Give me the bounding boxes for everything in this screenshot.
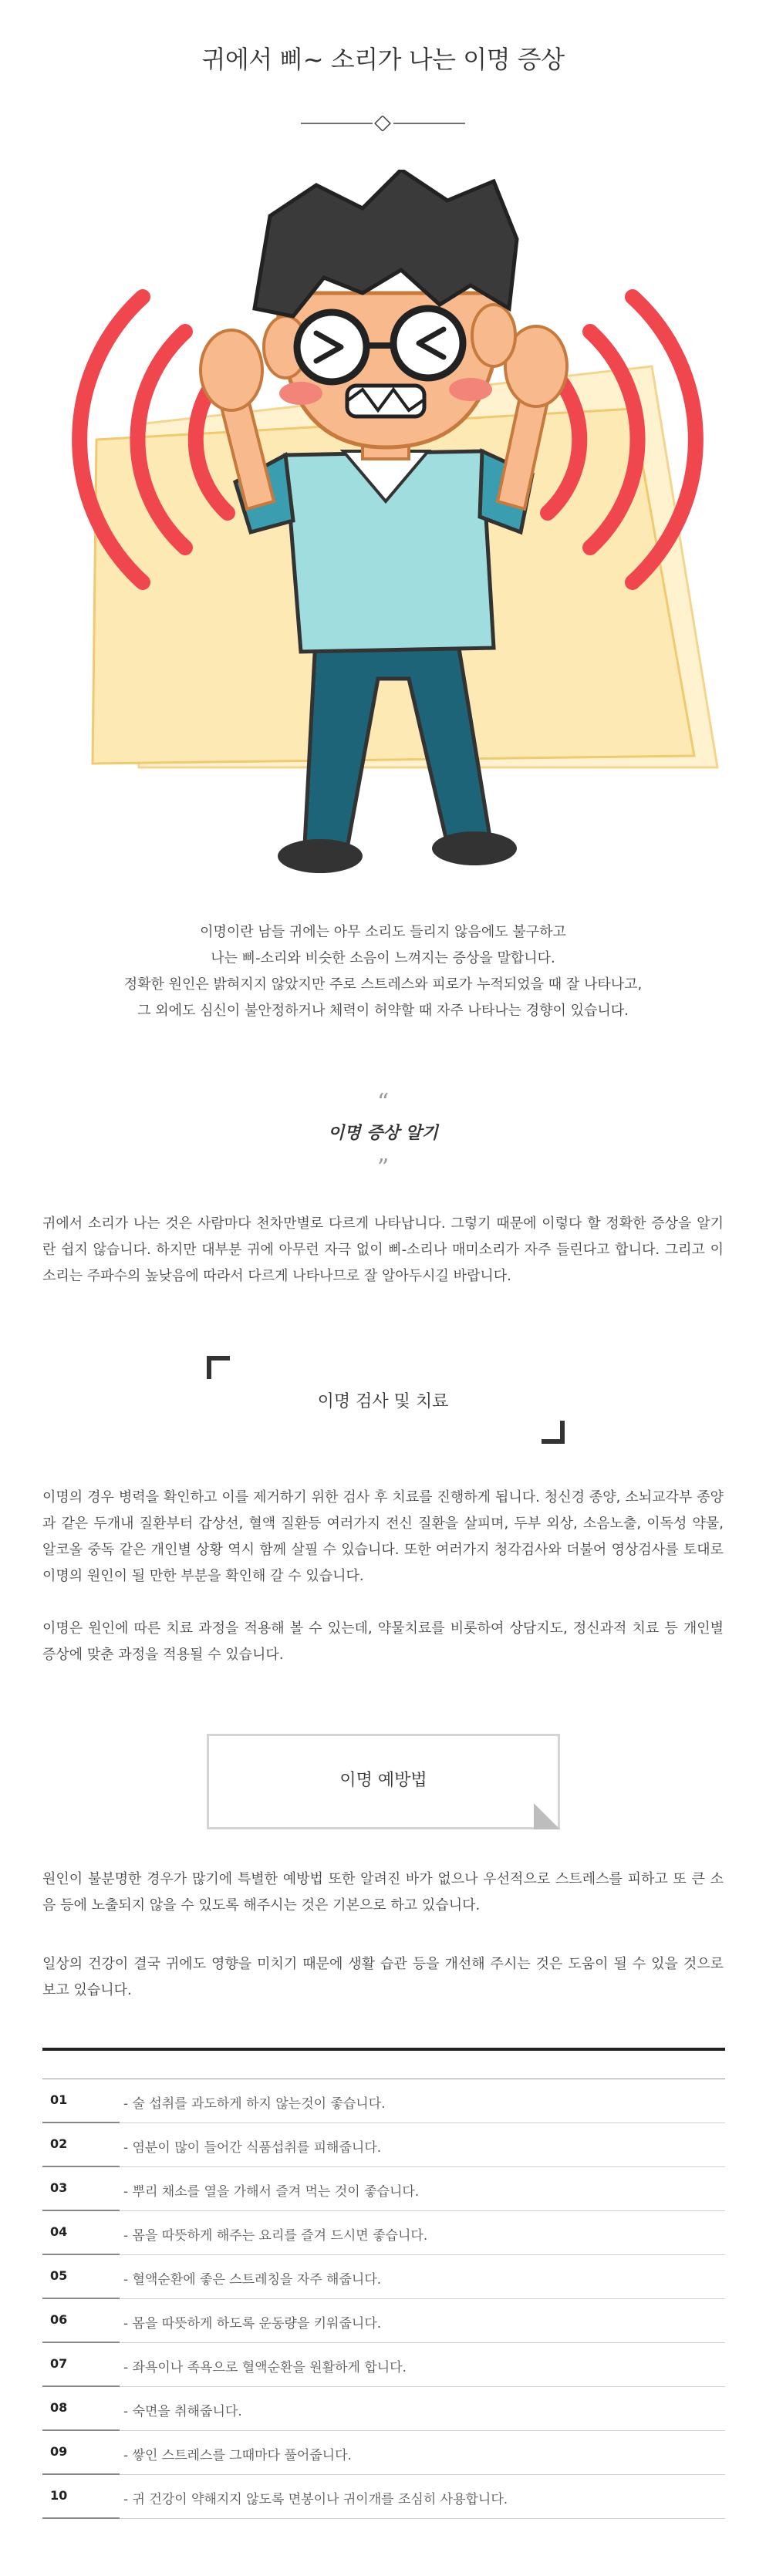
- title-divider: [301, 116, 465, 131]
- list-item: [42, 2387, 725, 2431]
- tip-text: - 뿌리 채소를 열을 가해서 즐겨 먹는 것이 좋습니다.: [123, 2184, 420, 2200]
- tip-number: 03: [50, 2180, 68, 2195]
- tip-text: - 쌓인 스트레스를 그때마다 풀어줍니다.: [123, 2448, 352, 2463]
- list-item: [42, 2255, 725, 2299]
- list-item: [42, 2123, 725, 2167]
- bracket-bottom-right-icon: [542, 1421, 565, 1444]
- tip-text: - 몸을 따뜻하게 해주는 요리를 즐겨 드시면 좋습니다.: [123, 2228, 428, 2244]
- list-item: [42, 2167, 725, 2211]
- list-item: [42, 2079, 725, 2123]
- treatment-paragraph-2: 이명은 원인에 따른 치료 과정을 적용해 볼 수 있는데, 약물치료를 비롯하여 상담지도, 정신과적 치료 등 개인별 증상에 맞춘 과정을 적용될 수 있습니다.: [42, 1620, 724, 1663]
- list-item: [42, 2431, 725, 2475]
- tip-text: - 혈액순환에 좋은 스트레칭을 자주 해줍니다.: [123, 2272, 382, 2288]
- tip-number: 09: [50, 2444, 68, 2459]
- treatment-paragraph-1: 이명의 경우 병력을 확인하고 이를 제거하기 위한 검사 후 치료를 진행하게 됩니다. 청신경 종양, 소뇌교각부 종양과 같은 두개내 질환부터 갑상선, 혈액 질환등 여러가지 전신 질환을 살피며, 두부 외상, 소음노출, 이독성 약물, 알코올 중독 같은 개인별 상황 역시 함께 살필 수 있습니다. 또한 여러가지 청각검사와 더불어 영상검사를 토대로 이명의 원인이 될 만한 부분을 확인해 갈 수 있습니다.: [42, 1489, 724, 1584]
- tip-text: - 염분이 많이 들어간 식품섭취를 피해줍니다.: [123, 2140, 382, 2156]
- prevention-paragraph-1: 원인이 불분명한 경우가 많기에 특별한 예방법 또한 알려진 바가 없으나 우선적으로 스트레스를 피하고 또 큰 소음 등에 노출되지 않을 수 있도록 해주시는 것은 기본으로 하고 있습니다.: [42, 1871, 724, 1913]
- tip-number: 02: [50, 2136, 68, 2151]
- folded-corner-icon: [534, 1803, 560, 1829]
- intro-line: 그 외에도 심신이 불안정하거나 체력이 허약할 때 자주 나타나는 경향이 있습니다.: [137, 1003, 629, 1019]
- intro-line: 이명이란 남들 귀에는 아무 소리도 들리지 않음에도 불구하고: [200, 924, 566, 940]
- tip-text: - 숙면을 취해줍니다.: [123, 2404, 242, 2419]
- tip-number: 10: [50, 2488, 68, 2503]
- tip-number: 06: [50, 2312, 68, 2327]
- bracket-top-left-icon: [207, 1356, 230, 1379]
- intro-line: 정확한 원인은 밝혀지지 않았지만 주로 스트레스와 피로가 누적되었을 때 잘 나타나고,: [123, 976, 643, 993]
- section-heading-symptoms: 이명 증상 알기: [328, 1124, 438, 1143]
- open-quote-icon: “: [376, 1089, 390, 1116]
- tip-text: - 술 섭취를 과도하게 하지 않는것이 좋습니다.: [123, 2096, 386, 2112]
- close-quote-icon: ”: [376, 1155, 390, 1182]
- list-item: [42, 2475, 725, 2519]
- tip-number: 04: [50, 2224, 68, 2239]
- tip-number: 07: [50, 2356, 68, 2371]
- list-item: [42, 2299, 725, 2343]
- symptoms-paragraph: 귀에서 소리가 나는 것은 사람마다 천차만별로 다르게 나타납니다. 그렇기 때문에 이렇다 할 정확한 증상을 알기란 쉽지 않습니다. 하지만 대부분 귀에 아무런 자극 없이 삐-소리나 매미소리가 자주 들린다고 합니다. 그리고 이 소리는 주파수의 높낮음에 따라서 다르게 나타나므로 잘 알아두시길 바랍니다.: [42, 1216, 724, 1284]
- tip-text: - 몸을 따뜻하게 하도록 운동량을 키워줍니다.: [123, 2316, 382, 2332]
- tip-text: - 좌욕이나 족욕으로 혈액순환을 원활하게 합니다.: [123, 2360, 407, 2375]
- section-heading-prevention: 이명 예방법: [339, 1771, 427, 1790]
- page-title: 귀에서 삐~ 소리가 나는 이명 증상: [201, 45, 565, 74]
- intro-line: 나는 삐-소리와 비슷한 소음이 느껴지는 증상을 말합니다.: [211, 950, 555, 966]
- tinnitus-illustration: [39, 170, 733, 887]
- tip-number: 08: [50, 2400, 68, 2415]
- prevention-heading-box: [207, 1734, 560, 1829]
- prevention-tips-list: [42, 2048, 725, 2519]
- tip-text: - 귀 건강이 약해지지 않도록 면봉이나 귀이개를 조심히 사용합니다.: [123, 2492, 508, 2507]
- tip-number: 05: [50, 2268, 68, 2283]
- list-item: [42, 2211, 725, 2255]
- intro-text: [46, 919, 720, 1024]
- tip-number: 01: [50, 2092, 68, 2107]
- list-item: [42, 2343, 725, 2387]
- section-heading-treatment: 이명 검사 및 치료: [317, 1392, 449, 1411]
- prevention-paragraph-2: 일상의 건강이 결국 귀에도 영향을 미치기 때문에 생활 습관 등을 개선해 주시는 것은 도움이 될 수 있을 것으로 보고 있습니다.: [42, 1956, 724, 1998]
